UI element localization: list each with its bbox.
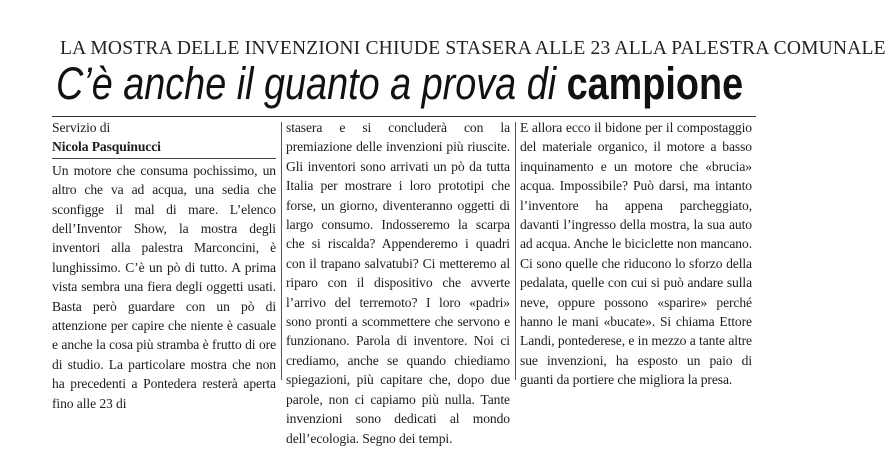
column-3-text: E allora ecco il bidone per il compostaggio del materiale organico, il motore a basso inquinamento e un motore che «brucia» acqua. Impossibile? Può darsi, ma intanto l’inventore ha appena parcheggiato, davanti l’ingresso della mostra, la sua auto ad acqua. Anche le biciclette non mancano. Ci sono quelle che riducono lo sforzo della pedalata, quelle con cui si può andare sulla neve, oppure possono «sparire» perché hanno le mani «bucate». Si chiama Ettore Landi, pontederese, e in mezzo a tante altre sue invenzioni, ha esposto un paio di guanti da portiere che migliora la presa.	[520, 120, 752, 388]
article-column-2	[286, 118, 510, 448]
headline-rule	[52, 116, 756, 117]
column-1-text: Un motore che consuma pochissimo, un altro che va ad acqua, una sedia che sconfigge il mal di mare. L’elenco dell’Inventor Show, la mostra degli inventori alla palestra Marconcini, è lunghissimo. C’è un pò di tutto. A prima vista sembra una fiera degli oggetti usati. Basta però guardare con un pò di attenzione per capire che niente è casuale e anche la cosa più stramba è frutto di ore di studio. La particolare mostra che non ha precedenti a Pontedera resterà aperta fino alle 23 di	[52, 162, 276, 411]
column-divider-1	[281, 122, 282, 380]
article-column-3	[520, 118, 752, 390]
article-column-1	[52, 118, 276, 413]
byline-prefix: Servizio di	[52, 120, 111, 135]
byline-rule	[52, 158, 276, 159]
headline-main: C’è anche il guanto a prova di	[56, 58, 567, 109]
headline	[56, 58, 744, 110]
column-divider-2	[515, 122, 516, 380]
kicker: LA MOSTRA DELLE INVENZIONI CHIUDE STASERA ALLE 23 ALLA PALESTRA COMUNALE	[60, 38, 886, 59]
column-2-text: stasera e si concluderà con la premiazione delle invenzioni più riuscite. Gli inventori sono arrivati un pò da tutta Italia per mostrare i loro prototipi che forse, un giorno, diventeranno oggetti di largo consumo. Indosseremo la scarpa che si riscalda? Appenderemo i quadri con il trapano salvatubi? Ci metteremo al riparo con il dispositivo che avverte l’arrivo del terremoto? I loro «padri» sono pronti a scommettere che servono e funzionano. Parola di inventore. Noi ci crediamo, anche se quando chiediamo spiegazioni, più capitare che, dopo due parole, non ci capiamo più nulla. Tante invenzioni sono dedicati al mondo dell’ecologia. Segno dei tempi.	[286, 120, 510, 446]
headline-emphasis: campione	[566, 58, 744, 109]
byline-author: Nicola Pasquinucci	[52, 139, 161, 155]
